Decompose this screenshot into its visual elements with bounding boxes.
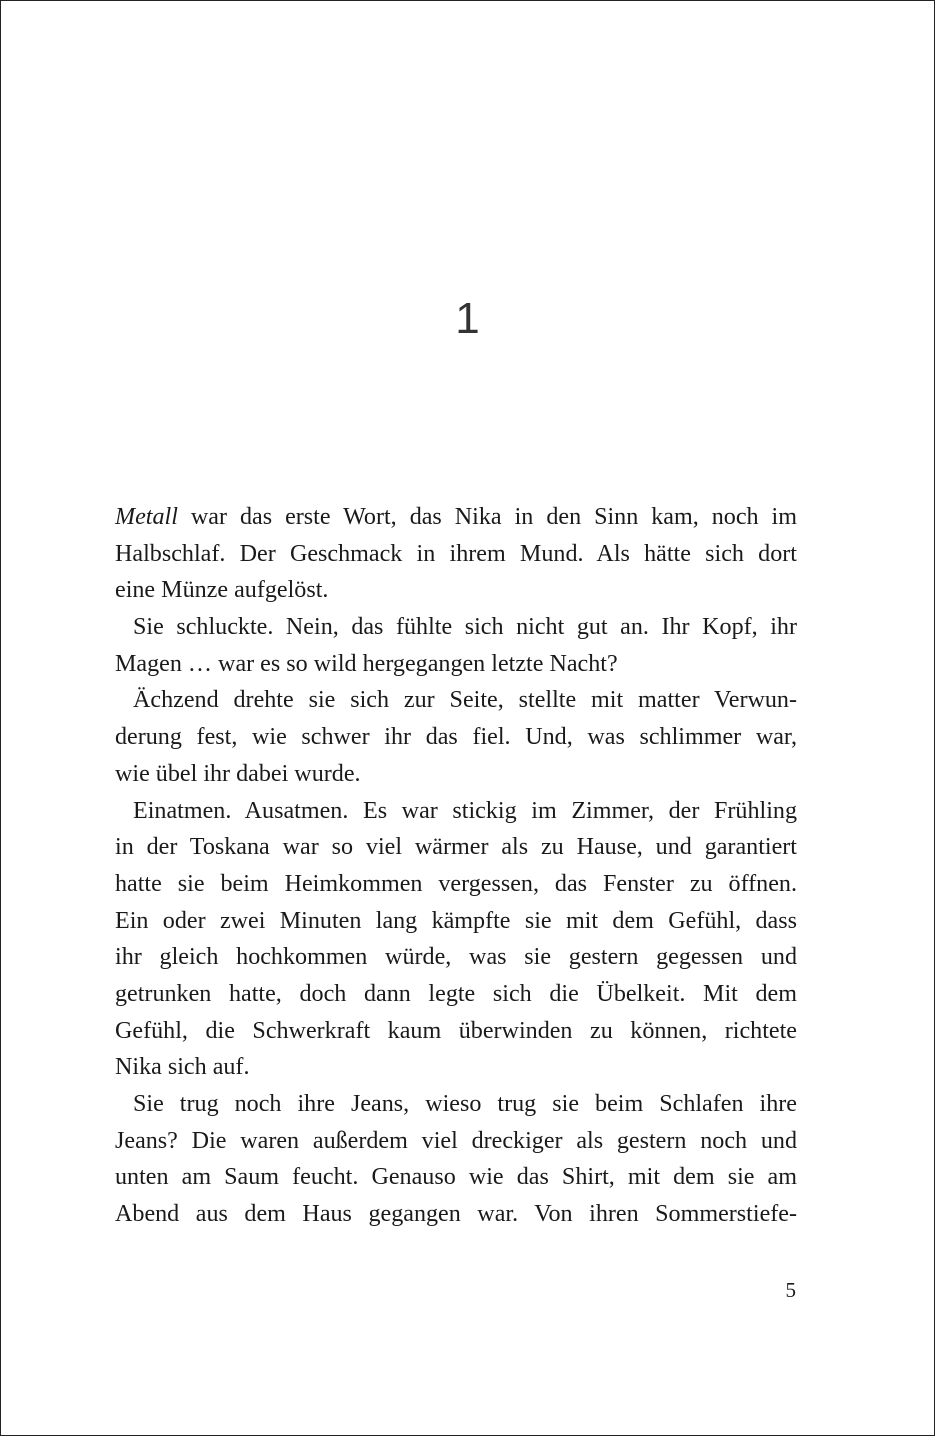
text-line: derung fest, wie schwer ihr das fiel. Und, was schlimmer war, [115,724,797,751]
text-line: Ächzend drehte sie sich zur Seite, stellte mit matter Verwun- [133,687,797,714]
text-line: getrunken hatte, doch dann legte sich die Übelkeit. Mit dem [115,980,797,1007]
text-line: Metall war das erste Wort, das Nika in den Sinn kam, noch im [115,504,797,530]
text-line: eine Münze aufgelöst. [115,577,329,604]
text-line: Halbschlaf. Der Geschmack in ihrem Mund. Als hätte sich dort [115,540,797,567]
text-line: wie übel ihr dabei wurde. [115,760,361,787]
text-line: Nika sich auf. [115,1054,250,1081]
text-line: Gefühl, die Schwerkraft kaum überwinden zu können, richtete [115,1017,797,1044]
chapter-number: 1 [455,294,480,343]
text-line: ihr gleich hochkommen würde, was sie gestern gegessen und [115,944,797,971]
text-line: Magen … war es so wild hergegangen letzte Nacht? [115,650,618,677]
page-number: 5 [785,1278,796,1302]
text-line: Jeans? Die waren außerdem viel dreckiger als gestern noch und [115,1127,797,1154]
emphasized-first-word: Metall [115,504,178,530]
text-line: Abend aus dem Haus gegangen war. Von ihren Sommerstiefe- [115,1201,797,1228]
text-line: Einatmen. Ausatmen. Es war stickig im Zimmer, der Frühling [133,797,797,824]
text-line: Sie trug noch ihre Jeans, wieso trug sie beim Schlafen ihre [133,1091,797,1117]
body-text [115,499,797,1233]
text-line: Ein oder zwei Minuten lang kämpfte sie mit dem Gefühl, dass [115,907,797,934]
text-line: hatte sie beim Heimkommen vergessen, das Fenster zu öffnen. [115,870,797,897]
text-line: unten am Saum feucht. Genauso wie das Shirt, mit dem sie am [115,1164,797,1191]
text-line: in der Toskana war so viel wärmer als zu Hause, und garantiert [115,834,797,861]
text-line: Sie schluckte. Nein, das fühlte sich nicht gut an. Ihr Kopf, ihr [133,614,797,641]
